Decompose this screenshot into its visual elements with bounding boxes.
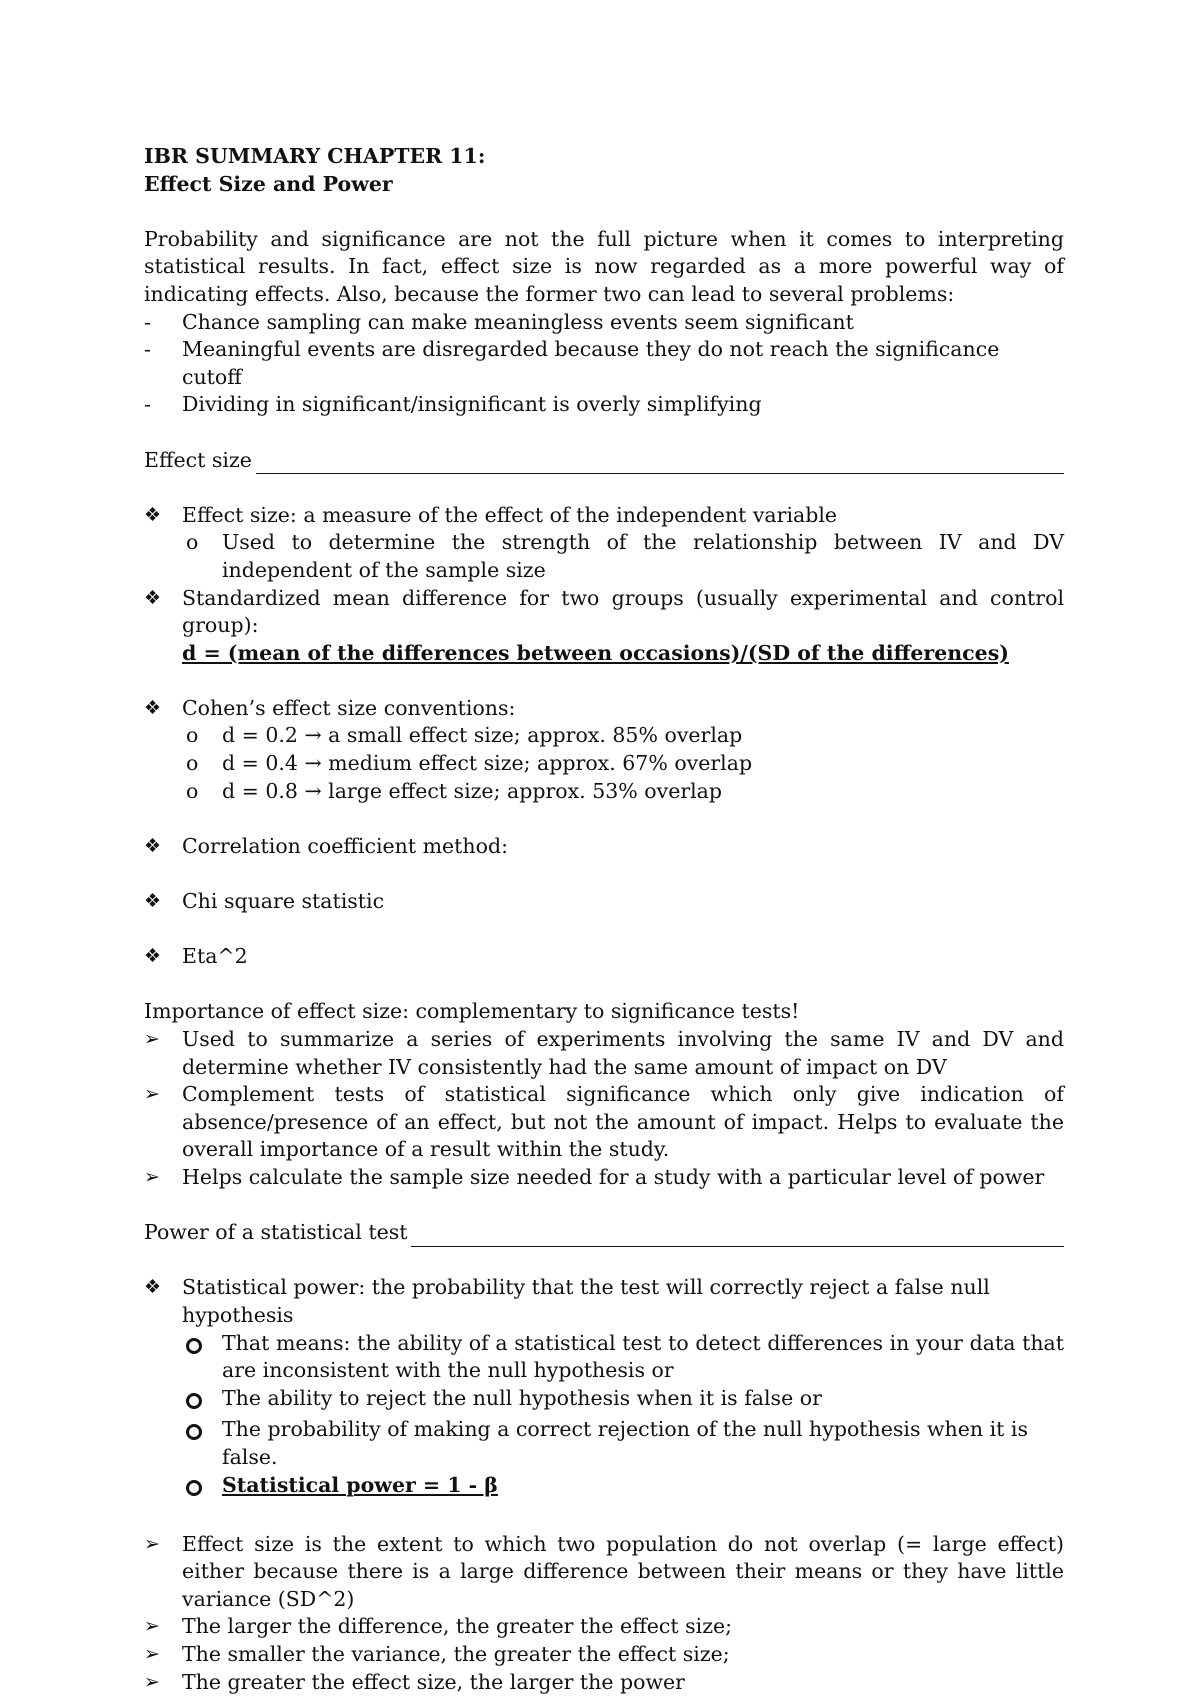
list-item: ❖ Cohen’s effect size conventions: <box>144 695 1064 723</box>
heading-rule <box>256 451 1064 474</box>
list-item: o d = 0.4 → medium effect size; approx. 67% overlap <box>144 750 1064 778</box>
arrowhead-bullet-icon: ➢ <box>144 1615 160 1638</box>
arrowhead-bullet-icon: ➢ <box>144 1532 160 1555</box>
circle-bullet: o <box>186 723 199 748</box>
circle-bullet-icon <box>186 1393 202 1409</box>
list-item: The ability to reject the null hypothesis when it is false or <box>144 1385 1064 1417</box>
diamond-bullet-icon: ❖ <box>144 945 162 968</box>
dash-bullet: - <box>144 392 151 417</box>
circle-bullet-icon <box>186 1480 202 1496</box>
heading-rule <box>411 1224 1064 1247</box>
diamond-bullet-icon: ❖ <box>144 1276 162 1299</box>
list-item: o Used to determine the strength of the relationship between IV and DV independent of the sample size <box>144 529 1064 584</box>
list-item: The probability of making a correct rejection of the null hypothesis when it is false. <box>144 1416 1064 1471</box>
list-item: ➢ Effect size is the extent to which two population do not overlap (= large effect) either because there is a large difference between their means or they have little variance (SD^2) <box>144 1531 1064 1614</box>
intro-paragraph: Probability and significance are not the full picture when it comes to interpreting statistical results. In fact, effect size is now regarded as a more powerful way of indicating effects. Also, because the former two can lead to several problems: <box>144 226 1064 306</box>
list-item: ➢ The smaller the variance, the greater the effect size; <box>144 1641 1064 1669</box>
document-subtitle: Effect Size and Power <box>144 171 393 196</box>
dash-bullet: - <box>144 309 151 334</box>
list-item: - Chance sampling can make meaningless events seem significant <box>144 309 1064 337</box>
list-item: ❖ Effect size: a measure of the effect of the independent variable <box>144 502 1064 530</box>
power-formula: Statistical power = 1 - β <box>222 1472 498 1497</box>
list-item: - Dividing in significant/insignificant is overly simplifying <box>144 391 1064 419</box>
arrowhead-bullet-icon: ➢ <box>144 1643 160 1666</box>
list-item <box>144 1472 1064 1504</box>
dash-bullet: - <box>144 337 151 362</box>
effect-size-formula: d = (mean of the differences between occasions)/(SD of the differences) <box>182 640 1009 665</box>
diamond-bullet-icon: ❖ <box>144 890 162 913</box>
arrowhead-bullet-icon: ➢ <box>144 1670 160 1693</box>
list-item: ❖ Correlation coefficient method: <box>144 833 1064 861</box>
arrowhead-bullet-icon: ➢ <box>144 1165 160 1188</box>
list-item: ➢ The larger the difference, the greater the effect size; <box>144 1613 1064 1641</box>
list-item: ➢ Used to summarize a series of experiments involving the same IV and DV and determine whether IV consistently had the same amount of impact on DV <box>144 1026 1064 1081</box>
list-item: That means: the ability of a statistical test to detect differences in your data that are inconsistent with the null hypothesis or <box>144 1330 1064 1385</box>
section-heading-effect-size: Effect size <box>144 447 1064 475</box>
importance-heading: Importance of effect size: complementary to significance tests! <box>144 999 800 1024</box>
circle-bullet: o <box>186 530 199 555</box>
list-item: ➢ Helps calculate the sample size needed for a study with a particular level of power <box>144 1164 1064 1192</box>
list-item: ❖ Statistical power: the probability that the test will correctly reject a false null hypothesis <box>144 1274 1064 1329</box>
circle-bullet: o <box>186 778 199 803</box>
circle-bullet-icon <box>186 1424 202 1440</box>
list-item: ❖ Chi square statistic <box>144 888 1064 916</box>
list-item: ❖ Standardized mean difference for two groups (usually experimental and control group): d = (mean of the differences between occasions)/(SD of the differences) <box>144 585 1064 668</box>
list-item: - Meaningful events are disregarded because they do not reach the significance cutoff <box>144 336 1064 391</box>
diamond-bullet-icon: ❖ <box>144 834 162 857</box>
diamond-bullet-icon: ❖ <box>144 696 162 719</box>
diamond-bullet-icon: ❖ <box>144 503 162 526</box>
list-item: ➢ The greater the effect size, the larger the power <box>144 1669 1064 1697</box>
arrowhead-bullet-icon: ➢ <box>144 1083 160 1106</box>
list-item: o d = 0.2 → a small effect size; approx. 85% overlap <box>144 722 1064 750</box>
arrowhead-bullet-icon: ➢ <box>144 1028 160 1050</box>
document-body <box>144 143 1064 1696</box>
section-heading-power: Power of a statistical test <box>144 1219 1064 1247</box>
circle-bullet: o <box>186 751 199 776</box>
diamond-bullet-icon: ❖ <box>144 586 162 609</box>
list-item: ➢ Complement tests of statistical significance which only give indication of absence/presence of an effect, but not the amount of impact. Helps to evaluate the overall importance of a result within the study. <box>144 1081 1064 1164</box>
list-item: ❖ Eta^2 <box>144 943 1064 971</box>
list-item: o d = 0.8 → large effect size; approx. 53% overlap <box>144 778 1064 806</box>
circle-bullet-icon <box>186 1338 202 1354</box>
document-title: IBR SUMMARY CHAPTER 11: <box>144 144 486 168</box>
